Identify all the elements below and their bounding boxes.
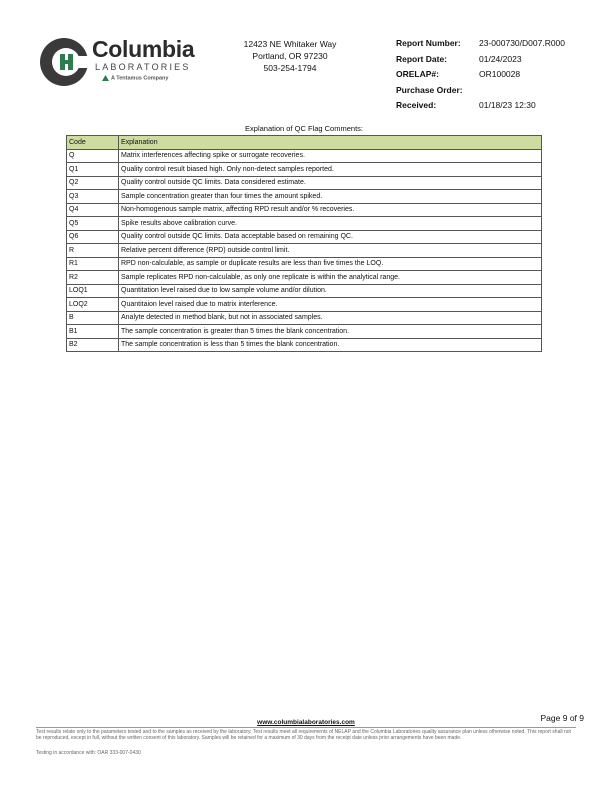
address-line-2: Portland, OR 97230 (252, 51, 328, 61)
address-line-1: 12423 NE Whitaker Way (243, 39, 337, 49)
purchase-order-label: Purchase Order: (396, 84, 463, 95)
footer-disclaimer: Test results relate only to the parameters tested and to the samples as received by the laboratory. Test results meet all requirements of NELAP and the Columbia Laboratories quality assurance plan unless otherwise noted. This report shall not be reproduced, except in full, without the written consent of this laboratory. Samples will be retained for a maximum of 30 days from the receipt date unless prior arrangements have been made. (36, 729, 571, 742)
report-date-row (396, 54, 586, 70)
report-date-value: 01/24/2023 (479, 53, 522, 64)
table-row (67, 230, 542, 244)
orelap-row (396, 69, 586, 85)
explanation-column-header: Explanation (119, 136, 542, 150)
company-name: Columbia (92, 36, 195, 62)
received-label: Received: (396, 100, 437, 110)
received-value: 01/18/23 12:30 (479, 100, 536, 110)
qc-table-title: Explanation of QC Flag Comments: (245, 124, 363, 133)
qc-explanation-cell: Quantitation level raised due to low sample volume and/or dilution. (119, 284, 542, 298)
qc-explanation-cell: Non-homogenous sample matrix, affecting RPD result and/or % recoveries. (119, 203, 542, 217)
qc-explanation-cell: The sample concentration is greater than 5 times the blank concentration. (119, 325, 542, 339)
qc-code-cell: Q2 (67, 176, 119, 190)
footer-website-link[interactable]: www.columbialaboratories.com (257, 719, 355, 726)
qc-explanation-cell: Quality control outside QC limits. Data acceptable based on remaining QC. (119, 230, 542, 244)
table-row (67, 338, 542, 352)
footer-divider (36, 727, 576, 728)
qc-explanation-cell: The sample concentration is less than 5 times the blank concentration. (119, 338, 542, 352)
qc-explanation-cell: Quantitaion level raised due to matrix interference. (119, 298, 542, 312)
qc-code-cell: Q1 (67, 163, 119, 177)
table-row (67, 325, 542, 339)
qc-code-cell: R (67, 244, 119, 258)
qc-code-cell: Q4 (67, 203, 119, 217)
qc-explanation-cell: Quality control outside QC limits. Data considered estimate. (119, 176, 542, 190)
table-row (67, 217, 542, 231)
report-date-label: Report Date: (396, 53, 448, 64)
qc-code-cell: R1 (67, 257, 119, 271)
qc-code-cell: LOQ2 (67, 298, 119, 312)
table-row (67, 271, 542, 285)
qc-code-cell: B1 (67, 325, 119, 339)
table-row (67, 257, 542, 271)
page-number: Page 9 of 9 (540, 713, 584, 723)
qc-code-cell: Q (67, 149, 119, 163)
qc-explanation-cell: Matrix interferences affecting spike or surrogate recoveries. (119, 149, 542, 163)
report-number-label: Report Number: (396, 38, 461, 48)
table-row (67, 284, 542, 298)
qc-explanation-cell: Sample concentration greater than four times the amount spiked. (119, 190, 542, 204)
company-logo (38, 36, 198, 88)
table-row (67, 244, 542, 258)
qc-table-body (67, 149, 542, 352)
table-row (67, 190, 542, 204)
qc-code-cell: Q5 (67, 217, 119, 231)
table-row (67, 163, 542, 177)
table-row (67, 203, 542, 217)
company-tagline-text: A Tentamus Company (111, 75, 169, 82)
purchase-order-row (396, 85, 586, 101)
qc-code-cell: Q6 (67, 230, 119, 244)
qc-code-cell: B2 (67, 338, 119, 352)
table-row (67, 176, 542, 190)
report-info (396, 38, 586, 116)
orelap-value: OR100028 (479, 69, 521, 79)
code-column-header: Code (67, 136, 119, 150)
table-header-row (67, 136, 542, 150)
orelap-label: ORELAP#: (396, 69, 439, 79)
qc-code-cell: LOQ1 (67, 284, 119, 298)
qc-code-cell: B (67, 311, 119, 325)
qc-explanation-cell: Sample replicates RPD non-calculable, as only one replicate is within the analytical range. (119, 271, 542, 285)
company-tagline (102, 75, 168, 82)
qc-flag-table (66, 135, 542, 352)
footer-testing-standard: Testing in accordance with: OAR 333-007-0430 (36, 750, 141, 756)
qc-explanation-cell: Quality control result biased high. Only non-detect samples reported. (119, 163, 542, 177)
company-subtitle: LABORATORIES (95, 62, 191, 72)
company-phone: 503-254-1794 (263, 63, 317, 73)
qc-explanation-cell: Relative percent difference (RPD) outside control limit. (119, 244, 542, 258)
received-row (396, 100, 586, 116)
report-number-value: 23-000730/D007.R000 (479, 38, 566, 48)
tentamus-leaf-icon (102, 75, 109, 81)
qc-explanation-cell: RPD non-calculable, as sample or duplicate results are less than five times the LOQ. (119, 257, 542, 271)
company-address (230, 38, 350, 74)
report-number-row (396, 38, 586, 54)
qc-code-cell: R2 (67, 271, 119, 285)
qc-code-cell: Q3 (67, 190, 119, 204)
table-row (67, 149, 542, 163)
table-row (67, 311, 542, 325)
qc-explanation-cell: Analyte detected in method blank, but not in associated samples. (119, 311, 542, 325)
qc-explanation-cell: Spike results above calibration curve. (119, 217, 542, 231)
table-row (67, 298, 542, 312)
columbia-logo-icon (38, 36, 90, 88)
